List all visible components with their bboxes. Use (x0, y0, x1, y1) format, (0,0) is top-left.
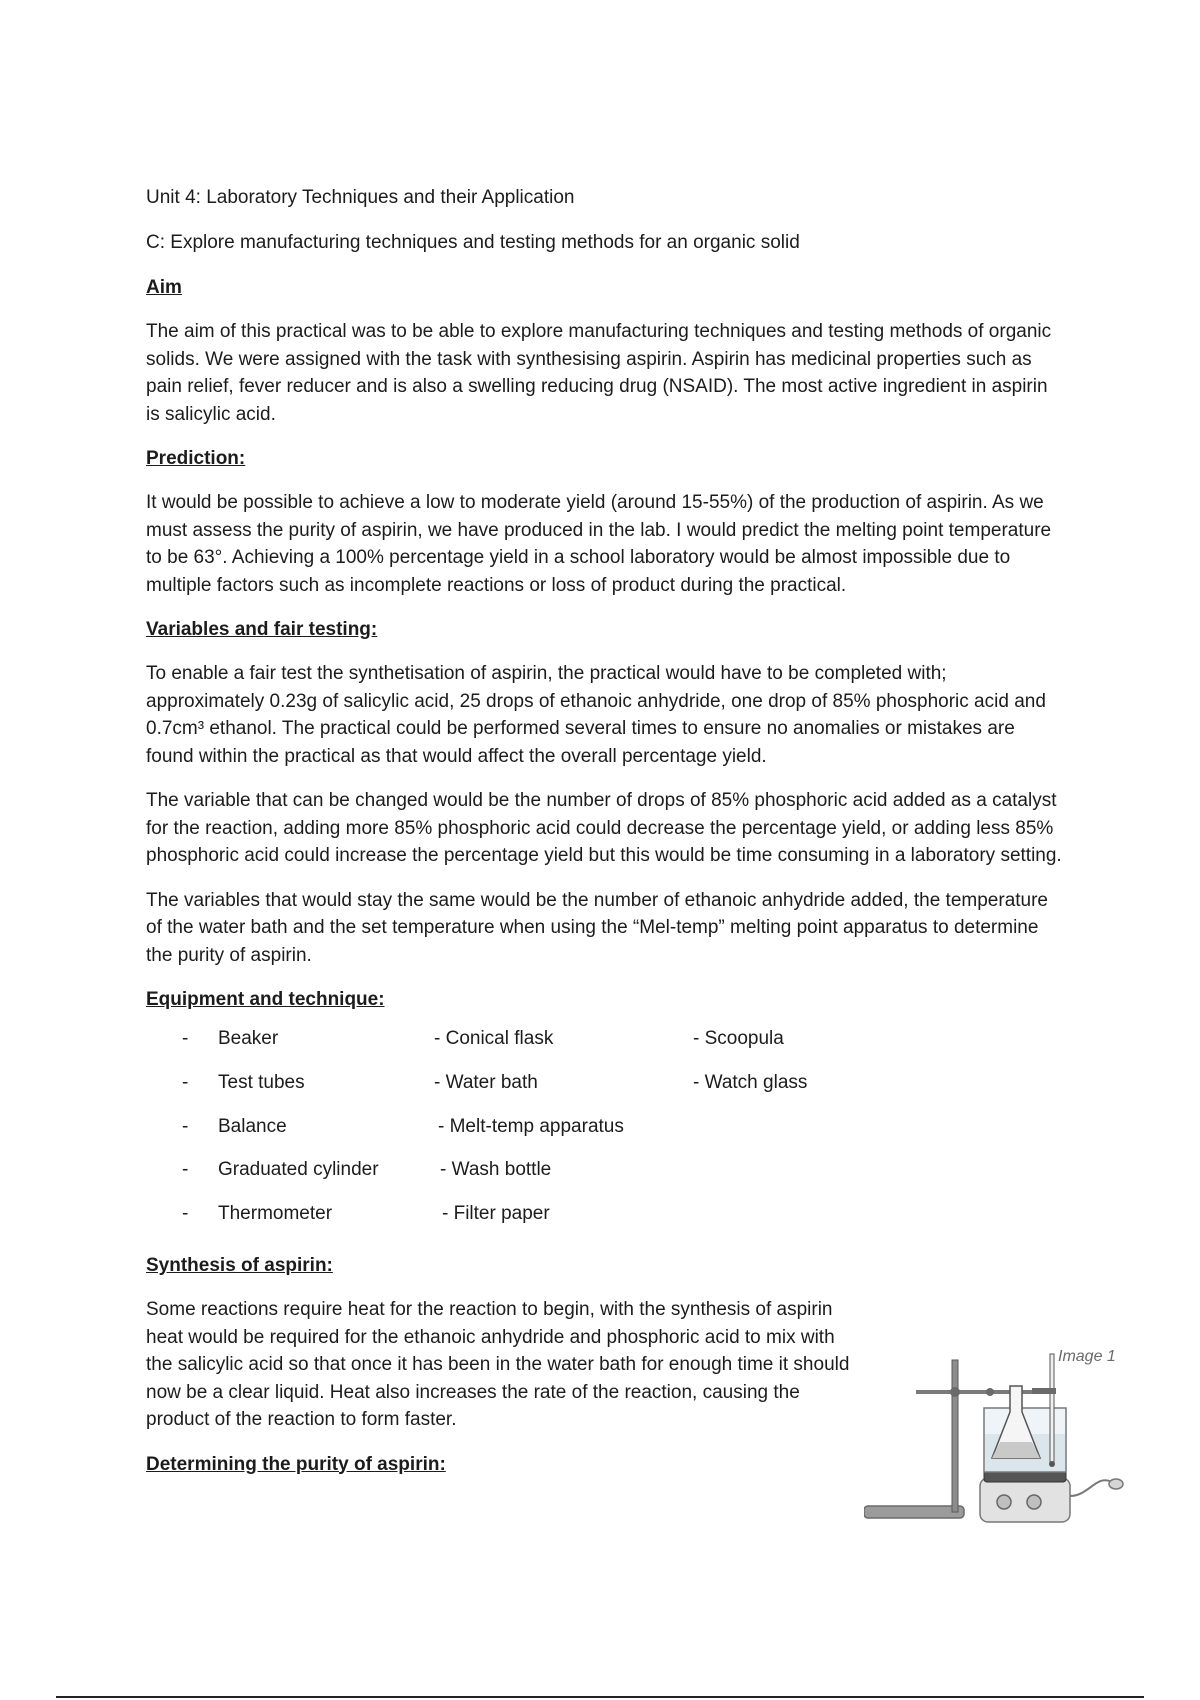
equipment-item: - Melt-temp apparatus (438, 1116, 624, 1137)
equipment-item: Thermometer (218, 1203, 333, 1224)
list-bullet: - (182, 1072, 189, 1093)
equipment-item: - Wash bottle (440, 1159, 552, 1180)
equipment-item: - Water bath (434, 1072, 538, 1093)
equipment-row (146, 1116, 1066, 1143)
document-body (146, 184, 1066, 1495)
figure-caption: Image 1 (1058, 1348, 1116, 1365)
synthesis-heading: Synthesis of aspirin: (146, 1255, 333, 1276)
equipment-item: - Scoopula (693, 1028, 784, 1049)
synthesis-paragraph: Some reactions require heat for the reaction to begin, with the synthesis of aspirin heat would be required for the ethanoic anhydride and phosphoric acid to mix with the salicylic acid so that once it has been in the water bath for enough time it should now be a clear liquid. Heat also increases the rate of the reaction, causing the product of the reaction to form faster. (146, 1299, 850, 1430)
aim-heading: Aim (146, 277, 182, 298)
prediction-paragraph: It would be possible to achieve a low to moderate yield (around 15-55%) of the production of aspirin. As we must assess the purity of aspirin, we have produced in the lab. I would predict the melting point temperature to be 63°. Achieving a 100% percentage yield in a school laboratory would be almost impossible due to multiple factors such as incomplete reactions or loss of product during the practical. (146, 492, 1052, 596)
unit-title: Unit 4: Laboratory Techniques and their Application (146, 187, 575, 208)
variables-paragraph-3: The variables that would stay the same would be the number of ethanoic anhydride added, the temperature of the water bath and the set temperature when using the “Mel-temp” melting point apparatus to determine the purity of aspirin. (146, 889, 1048, 966)
equipment-list (146, 1028, 1066, 1248)
list-bullet: - (182, 1159, 189, 1180)
equipment-heading: Equipment and technique: (146, 989, 385, 1010)
equipment-item: Test tubes (218, 1072, 305, 1093)
list-bullet: - (182, 1116, 189, 1137)
equipment-item: Graduated cylinder (218, 1159, 379, 1180)
list-bullet: - (182, 1028, 189, 1049)
equipment-item: - Watch glass (693, 1072, 808, 1093)
purity-heading: Determining the purity of aspirin: (146, 1453, 446, 1475)
variables-paragraph-1: To enable a fair test the synthetisation of aspirin, the practical would have to be completed with; approximately 0.23g of salicylic acid, 25 drops of ethanoic anhydride, one drop of 85% phosphoric acid and 0.7cm³ ethanol. The practical could be performed several times to ensure no anomalies or mistakes are found within the practical as that would affect the overall percentage yield. (146, 663, 1046, 767)
lab-apparatus-figure (864, 1346, 1124, 1536)
variables-paragraph-2: The variable that can be changed would be the number of drops of 85% phosphoric acid added as a catalyst for the reaction, adding more 85% phosphoric acid could decrease the percentage yield, or adding less 85% phosphoric acid could increase the percentage yield but this would be time consuming in a laboratory setting. (146, 790, 1062, 866)
equipment-item: Balance (218, 1116, 287, 1137)
equipment-item: - Conical flask (434, 1028, 554, 1049)
footer-rule (56, 1696, 1144, 1698)
aim-paragraph: The aim of this practical was to be able to explore manufacturing techniques and testing methods of organic solids. We were assigned with the task with synthesising aspirin. Aspirin has medicinal properties such as pain relief, fever reducer and is also a swelling reducing drug (NSAID). The most active ingredient in aspirin is salicylic acid. (146, 321, 1052, 425)
equipment-item: Beaker (218, 1028, 279, 1049)
equipment-row (146, 1028, 1066, 1055)
equipment-row (146, 1159, 1066, 1186)
equipment-row (146, 1072, 1066, 1099)
prediction-heading: Prediction: (146, 448, 246, 469)
equipment-row (146, 1203, 1066, 1230)
equipment-item: - Filter paper (442, 1203, 550, 1224)
section-subtitle: C: Explore manufacturing techniques and testing methods for an organic solid (146, 232, 800, 253)
list-bullet: - (182, 1203, 189, 1224)
variables-heading: Variables and fair testing: (146, 619, 378, 640)
